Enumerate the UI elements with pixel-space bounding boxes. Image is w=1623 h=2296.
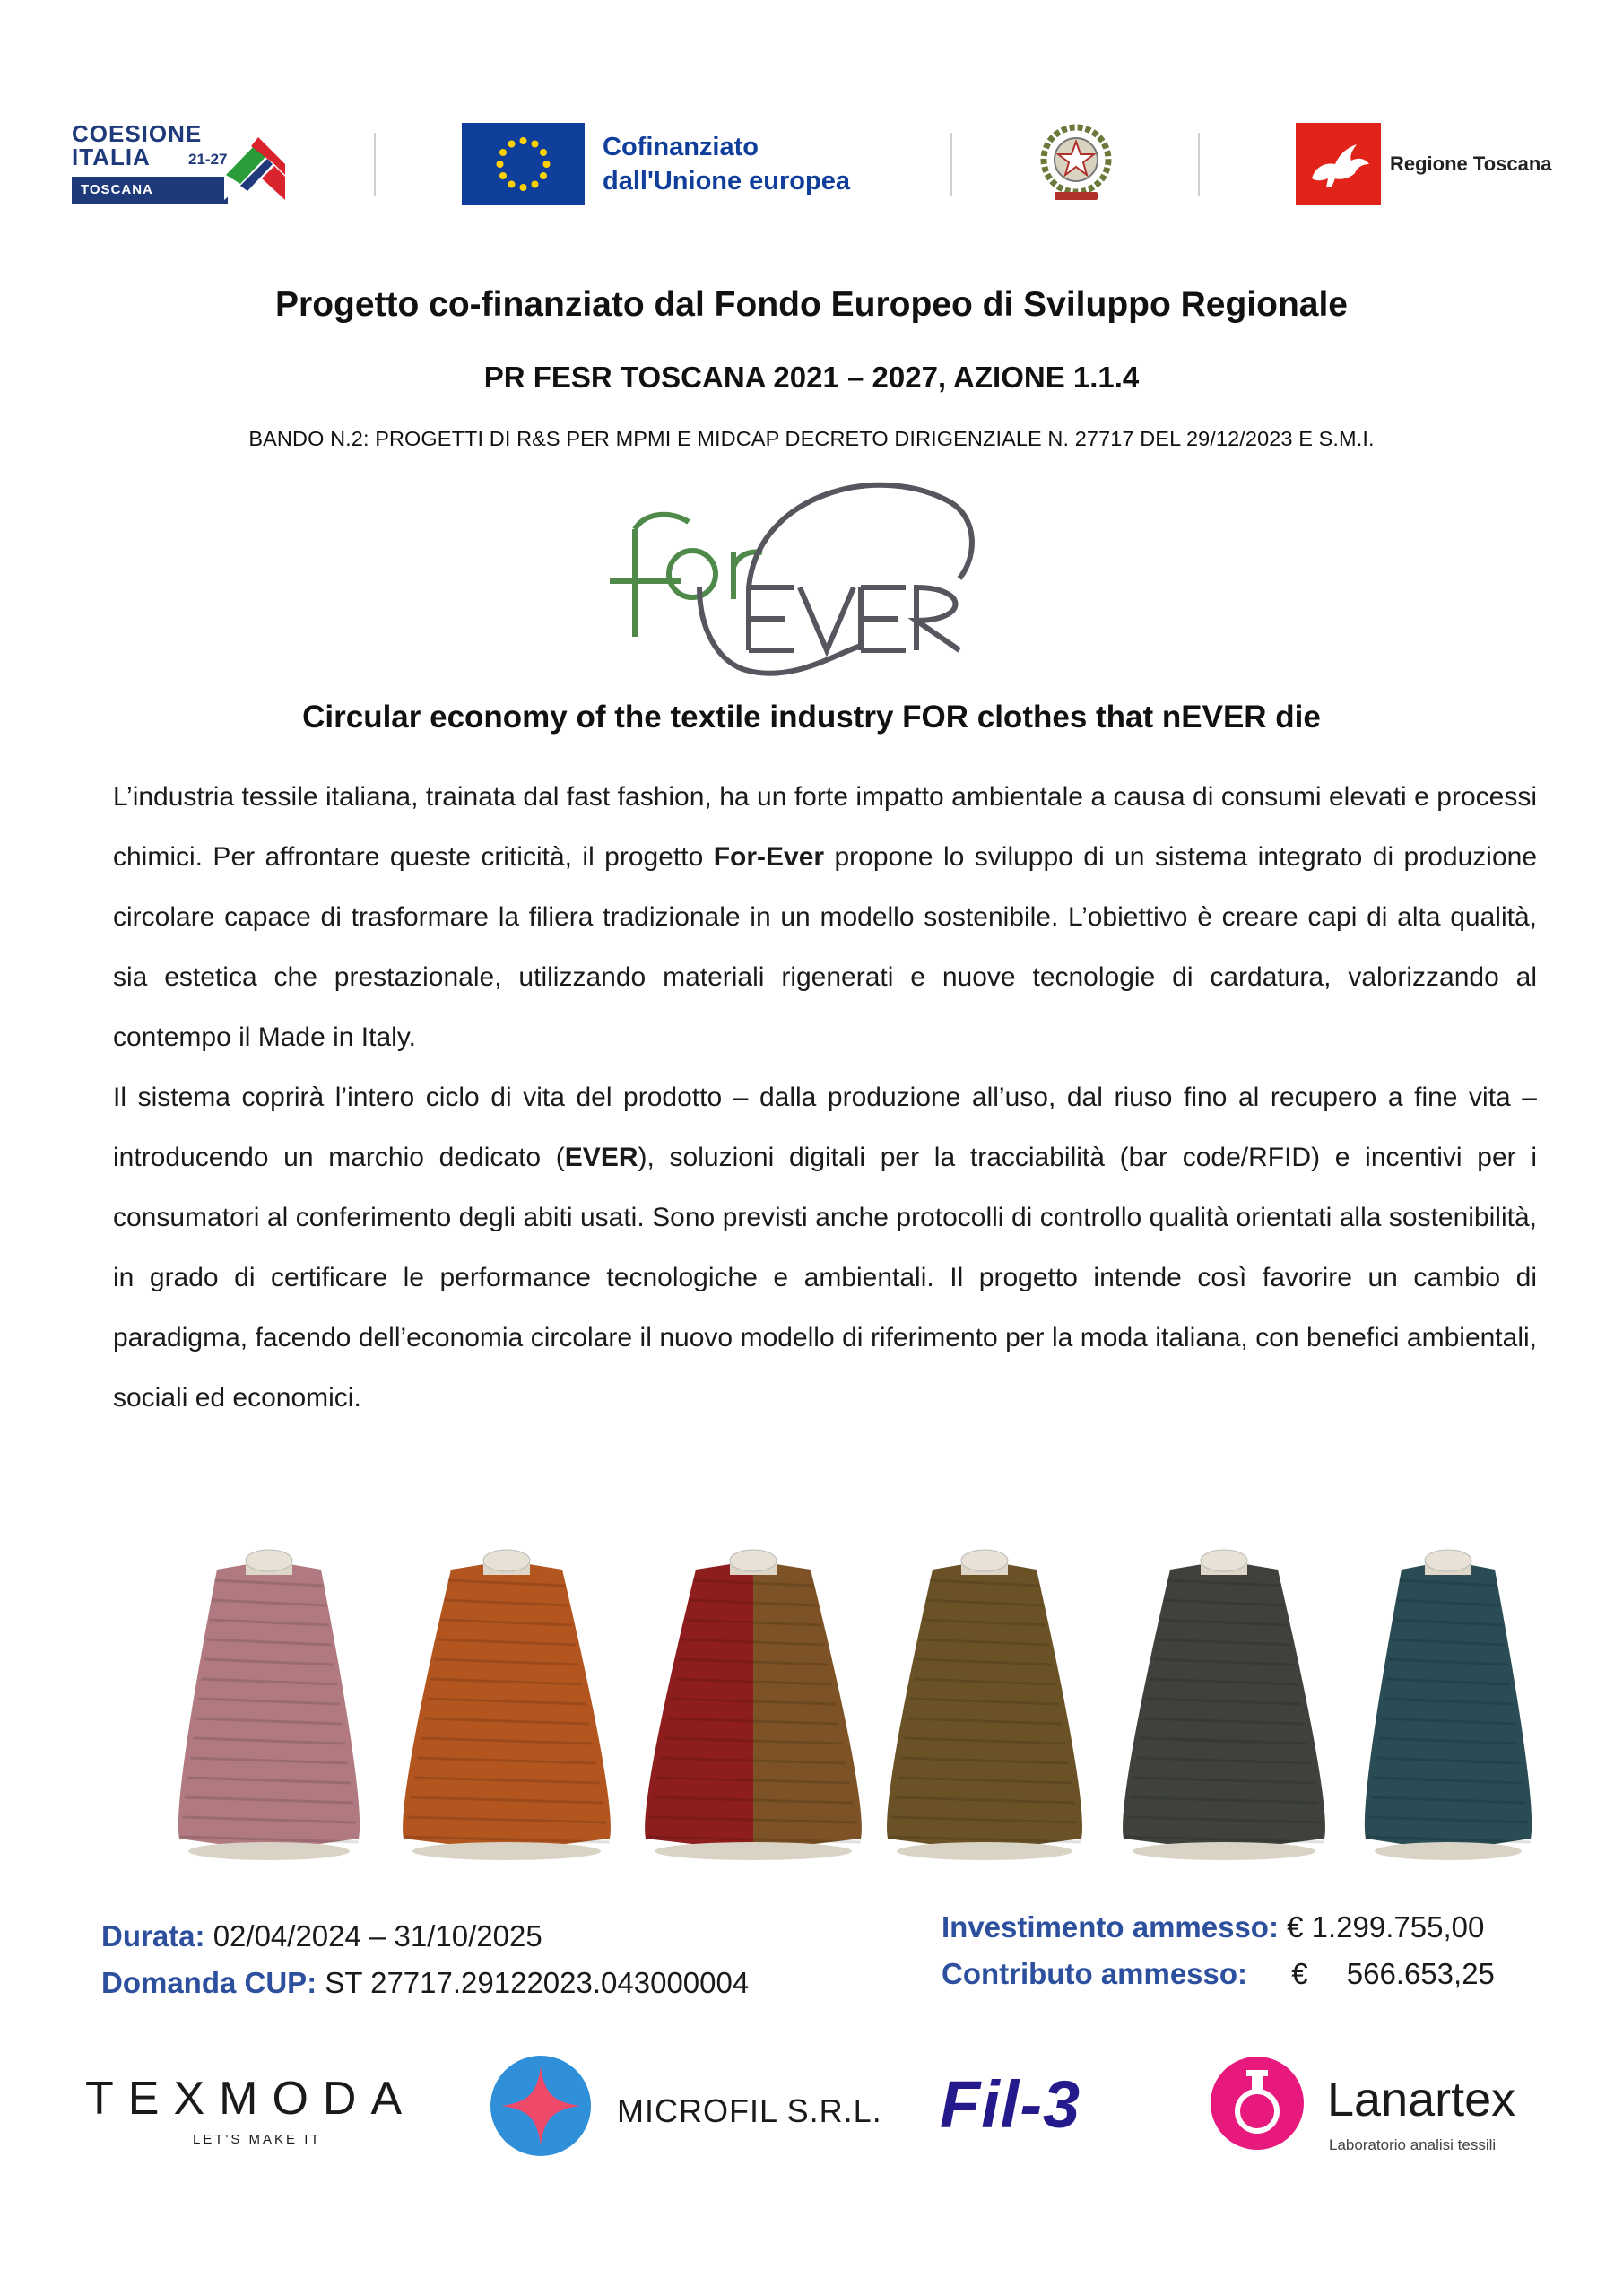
ever-letters [699, 485, 972, 674]
p2-text-b: ), soluzioni digitali per la tracciabilità (bar code/RFID) e incentivi per i consumatori al conferimento degli abiti usati. Sono previsti anche protocolli di controllo qualità orientati alla sostenibilità, in grado di certificare le performance tecnologiche e ambientali. Il progetto intende così favorire un cambio di paradigma, facendo dell’economia circolare il nuovo modello di riferimento per la moda italiana, con benefici ambientali, sociali ed economici. [113, 1143, 1537, 1413]
durata-row [101, 1919, 542, 1953]
lanartex-flask-icon [1208, 2054, 1306, 2152]
investimento-row [942, 1910, 1484, 1944]
p1-bold-forever: For-Ever [713, 842, 825, 872]
microfil-star-icon [489, 2054, 593, 2158]
for-ever-logo [592, 466, 1004, 700]
p2-text-a: Il sistema coprirà l’intero ciclo di vita del prodotto – dalla produzione all’uso, dal riuso fino al recupero a fine vita – introducendo un marchio dedicato ( [113, 1083, 1537, 1172]
cup-value: ST 27717.29122023.043000004 [325, 1966, 750, 1999]
contributo-value: 566.653,25 [1346, 1957, 1495, 1990]
eu-line1: Cofinanziato [603, 133, 759, 161]
header-separator [1198, 133, 1200, 196]
p2-bold-ever: EVER [564, 1143, 638, 1172]
coesione-line1: COESIONE [72, 120, 203, 147]
header-separator [374, 133, 376, 196]
cup-row [101, 1966, 749, 2000]
lanartex-logo: Lanartex [1327, 2073, 1516, 2126]
project-subtitle: Circular economy of the textile industry FOR clothes that nEVER die [302, 700, 1321, 735]
yarn-cone [403, 1550, 611, 1860]
yarn-cone [645, 1550, 862, 1860]
yarn-cone [887, 1550, 1082, 1860]
coesione-arrow-icon [215, 121, 296, 206]
coesione-line2: ITALIA [72, 144, 151, 170]
lanartex-tagline: Laboratorio analisi tessili [1329, 2136, 1497, 2153]
for-letters [610, 515, 762, 637]
texmoda-logo: TEXMODA [85, 2073, 417, 2125]
italian-republic-emblem-icon [1033, 118, 1119, 208]
cup-label: Domanda CUP: [101, 1966, 317, 1999]
p1-text-a: L’industria tessile italiana, trainata dal fast fashion, ha un forte impatto ambientale a causa di consumi elevati e processi chimici. Per affrontare queste criticità, il progetto [113, 782, 1537, 872]
contributo-label: Contributo ammesso: [942, 1957, 1248, 1990]
p1-text-b: propone lo sviluppo di un sistema integrato di produzione circolare capace di trasformare la filiera tradizionale in un modello sostenibile. L’obiettivo è creare capi di alta qualità, sia estetica che prestazionale, utilizzando materiali rigenerati e nuove tecnologie di cardatura, valorizzando al contempo il Made in Italy. [113, 842, 1538, 1052]
investimento-value: € 1.299.755,00 [1287, 1910, 1485, 1944]
fil3-logo: Fil-3 [940, 2067, 1081, 2142]
yarn-cone [178, 1550, 360, 1860]
durata-label: Durata: [101, 1919, 205, 1952]
program-title: PR FESR TOSCANA 2021 – 2027, AZIONE 1.1.4 [483, 361, 1140, 394]
durata-value: 02/04/2024 – 31/10/2025 [213, 1919, 542, 1952]
texmoda-tagline: LET'S MAKE IT [193, 2132, 322, 2147]
coesione-years: 21-27 [188, 151, 228, 168]
body-paragraph-1 [113, 767, 1537, 1067]
main-title: Progetto co-finanziato dal Fondo Europeo di Sviluppo Regionale [275, 285, 1348, 324]
regione-toscana-pegasus-icon [1296, 123, 1381, 205]
eu-line2: dall'Unione europea [603, 167, 850, 196]
coesione-region: TOSCANA [72, 177, 228, 204]
yarn-cone [1365, 1550, 1532, 1860]
contributo-row [942, 1957, 1495, 1991]
microfil-name: MICROFIL S.R.L. [617, 2092, 882, 2129]
regione-toscana-text: Regione Toscana [1390, 152, 1552, 175]
header-separator [950, 133, 952, 196]
yarn-cone [1123, 1550, 1325, 1860]
investimento-label: Investimento ammesso: [942, 1910, 1279, 1944]
bando-title: BANDO N.2: PROGETTI DI R&S PER MPMI E MIDCAP DECRETO DIRIGENZIALE N. 27717 DEL 29/12/2023 E S.M.I. [248, 427, 1375, 450]
contributo-currency: € [1291, 1957, 1308, 1990]
yarn-cones-photo [161, 1516, 1560, 1874]
eu-cofinanziato-text [603, 130, 850, 198]
eu-flag-icon [462, 123, 585, 205]
body-paragraph-2 [113, 1067, 1537, 1428]
